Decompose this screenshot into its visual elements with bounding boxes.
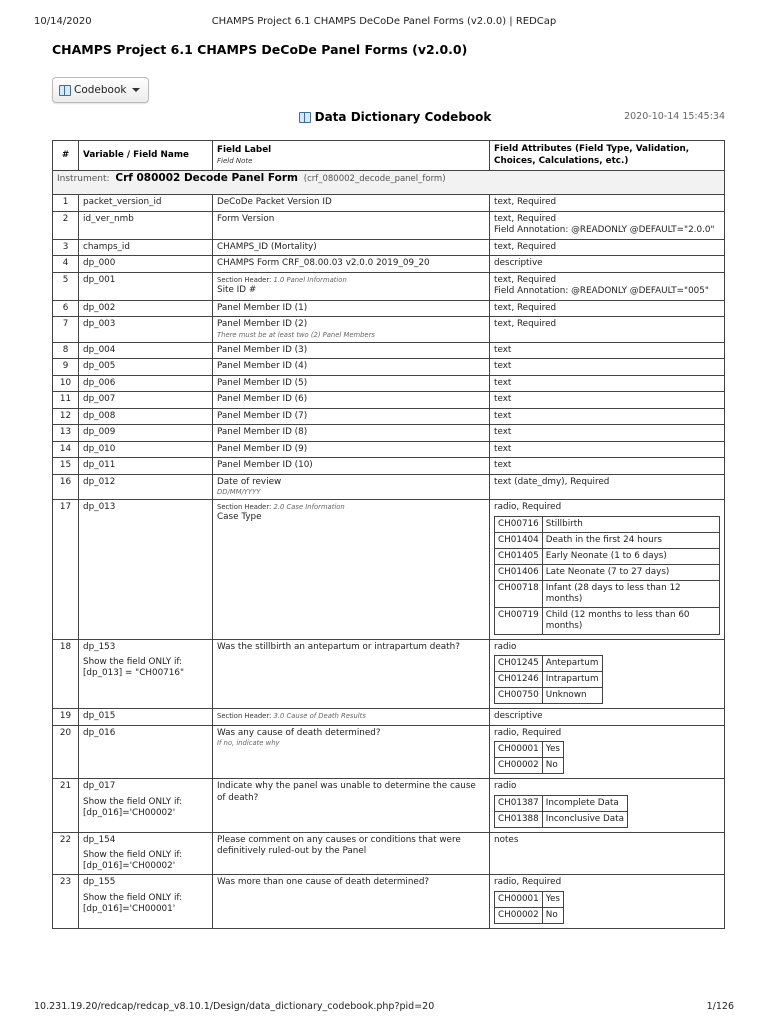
field-label-cell [213, 474, 490, 500]
field-label-cell [213, 408, 490, 425]
project-title: CHAMPS Project 6.1 CHAMPS DeCoDe Panel Forms (v2.0.0) [52, 42, 468, 57]
field-label-cell [213, 425, 490, 442]
variable-name: dp_006 [83, 377, 116, 388]
column-header-field-label [213, 141, 490, 171]
row-number: 13 [53, 425, 79, 442]
field-type: radio, Required [494, 877, 562, 887]
field-label: Please comment on any causes or conditions that were definitively ruled-out by the Panel [217, 834, 461, 856]
table-header-row [53, 141, 725, 171]
field-label-cell [213, 239, 490, 256]
row-number: 20 [53, 725, 79, 779]
field-label-cell [213, 392, 490, 409]
choice-row [495, 811, 628, 827]
variable-name: dp_005 [83, 361, 116, 371]
variable-name: dp_010 [83, 443, 116, 454]
field-label: Was any cause of death determined? [217, 727, 381, 738]
choice-label: Late Neonate (7 to 27 days) [542, 564, 719, 580]
section-header [217, 275, 485, 285]
branching-logic: Show the field ONLY if: [dp_016]='CH00002' [83, 796, 183, 818]
field-type: radio, Required [494, 502, 562, 512]
choice-row [495, 742, 564, 758]
variable-name: dp_001 [83, 274, 116, 285]
row-number: 15 [53, 458, 79, 475]
variable-name: dp_012 [83, 476, 116, 487]
table-row [53, 709, 725, 726]
field-label-cell [213, 441, 490, 458]
choice-label: Antepartum [542, 656, 602, 672]
choice-code: CH01406 [495, 564, 543, 580]
variable-cell [79, 300, 213, 317]
variable-cell [79, 779, 213, 833]
field-label: Panel Member ID (10) [217, 460, 313, 470]
field-label: Case Type [217, 512, 262, 522]
field-label-cell [213, 375, 490, 392]
table-row [53, 832, 725, 875]
choice-label: Stillbirth [542, 516, 719, 532]
choice-code: CH01245 [495, 656, 543, 672]
choice-code: CH00002 [495, 758, 543, 774]
field-type: descriptive [494, 258, 543, 268]
variable-cell [79, 272, 213, 300]
row-number: 22 [53, 832, 79, 875]
field-annotation: Field Annotation: @READONLY @DEFAULT="005" [494, 286, 709, 296]
variable-cell [79, 832, 213, 875]
variable-name: dp_017 [83, 781, 116, 791]
choice-code: CH01387 [495, 795, 543, 811]
row-number: 1 [53, 195, 79, 212]
branching-logic: Show the field ONLY if: [dp_016]='CH00001' [83, 892, 183, 914]
row-number: 2 [53, 211, 79, 239]
variable-cell [79, 458, 213, 475]
field-attributes-cell [490, 342, 725, 359]
field-label-cell [213, 832, 490, 875]
field-note: There must be at least two (2) Panel Members [217, 330, 375, 339]
row-number: 16 [53, 474, 79, 500]
variable-cell [79, 256, 213, 273]
variable-name: dp_011 [83, 460, 116, 470]
row-number: 3 [53, 239, 79, 256]
variable-name: dp_154 [83, 834, 116, 845]
section-header-title: 3.0 Cause of Death Results [273, 712, 366, 720]
field-label: Panel Member ID (5) [217, 377, 308, 388]
choice-label: No [542, 907, 563, 923]
field-type: radio [494, 781, 517, 791]
field-attributes-cell [490, 458, 725, 475]
print-page-title: CHAMPS Project 6.1 CHAMPS DeCoDe Panel Forms (v2.0.0) | REDCap [211, 16, 557, 27]
choice-row [495, 656, 603, 672]
choices-table [494, 516, 720, 635]
table-row [53, 639, 725, 709]
variable-name: dp_155 [83, 877, 116, 887]
row-number: 9 [53, 359, 79, 376]
field-attributes-cell [490, 779, 725, 833]
variable-cell [79, 239, 213, 256]
field-label-cell [213, 342, 490, 359]
field-label: Form Version [217, 213, 275, 224]
row-number: 8 [53, 342, 79, 359]
column-header-number: # [53, 141, 79, 171]
field-label-cell [213, 709, 490, 726]
variable-cell [79, 425, 213, 442]
table-row [53, 408, 725, 425]
field-label: Panel Member ID (8) [217, 427, 308, 437]
table-row [53, 256, 725, 273]
field-label-cell [213, 779, 490, 833]
field-type: text, Required [494, 197, 557, 207]
choice-label: Yes [542, 891, 563, 907]
field-type: text [494, 394, 512, 404]
instrument-name: Crf 080002 Decode Panel Form [115, 172, 298, 184]
row-number: 11 [53, 392, 79, 409]
variable-cell [79, 500, 213, 640]
field-label-cell [213, 359, 490, 376]
codebook-table [52, 140, 725, 929]
choice-label: Intrapartum [542, 672, 602, 688]
choice-label: Death in the first 24 hours [542, 532, 719, 548]
row-number: 5 [53, 272, 79, 300]
table-row [53, 425, 725, 442]
table-row [53, 441, 725, 458]
choice-label: Unknown [542, 688, 602, 704]
field-attributes-cell [490, 474, 725, 500]
field-label-cell [213, 500, 490, 640]
table-row [53, 725, 725, 779]
field-annotation: Field Annotation: @READONLY @DEFAULT="2.0.0" [494, 225, 715, 235]
variable-cell [79, 359, 213, 376]
field-type: text, Required [494, 213, 557, 224]
variable-name: dp_000 [83, 258, 116, 268]
variable-cell [79, 211, 213, 239]
variable-name: id_ver_nmb [83, 213, 134, 224]
choice-code: CH00001 [495, 742, 543, 758]
field-attributes-cell [490, 392, 725, 409]
variable-cell [79, 375, 213, 392]
field-label-cell [213, 272, 490, 300]
codebook-dropdown-button[interactable] [52, 77, 149, 103]
field-label: DeCoDe Packet Version ID [217, 197, 332, 207]
row-number: 7 [53, 317, 79, 343]
field-label: CHAMPS Form CRF_08.00.03 v2.0.0 2019_09_20 [217, 258, 430, 268]
field-label: Panel Member ID (7) [217, 410, 308, 421]
field-label-cell [213, 317, 490, 343]
field-attributes-cell [490, 256, 725, 273]
field-label: Panel Member ID (3) [217, 344, 308, 355]
choice-row [495, 758, 564, 774]
row-number: 10 [53, 375, 79, 392]
choices-table [494, 741, 564, 774]
variable-name: dp_002 [83, 302, 116, 313]
field-label: Panel Member ID (4) [217, 361, 308, 371]
field-type: text [494, 361, 512, 371]
choice-label: Child (12 months to less than 60 months) [542, 607, 719, 634]
field-note-header-text: Field Note [217, 156, 253, 165]
variable-name: dp_008 [83, 410, 116, 421]
variable-cell [79, 725, 213, 779]
choice-row [495, 907, 564, 923]
choice-code: CH00002 [495, 907, 543, 923]
variable-cell [79, 195, 213, 212]
row-number: 19 [53, 709, 79, 726]
choice-row [495, 607, 720, 634]
section-header [217, 502, 485, 512]
row-number: 6 [53, 300, 79, 317]
table-row [53, 195, 725, 212]
choice-label: Infant (28 days to less than 12 months) [542, 580, 719, 607]
choice-label: Inconclusive Data [542, 811, 627, 827]
field-note: If no, indicate why [217, 739, 280, 747]
variable-cell [79, 342, 213, 359]
field-type: text [494, 377, 512, 388]
choice-row [495, 688, 603, 704]
row-number: 17 [53, 500, 79, 640]
table-row [53, 392, 725, 409]
field-label: Panel Member ID (9) [217, 443, 308, 454]
choice-code: CH00716 [495, 516, 543, 532]
field-type: text [494, 344, 512, 355]
row-number: 12 [53, 408, 79, 425]
choice-code: CH01405 [495, 548, 543, 564]
instrument-cell [53, 171, 725, 195]
instrument-variable: (crf_080002_decode_panel_form) [303, 174, 446, 184]
field-label: Was more than one cause of death determined? [217, 877, 430, 887]
choice-label: Incomplete Data [542, 795, 627, 811]
choice-label: No [542, 758, 563, 774]
variable-cell [79, 474, 213, 500]
choice-row [495, 891, 564, 907]
choice-code: CH01404 [495, 532, 543, 548]
page-number: 1/126 [706, 1001, 734, 1012]
choice-code: CH00001 [495, 891, 543, 907]
field-label: Panel Member ID (2) [217, 319, 308, 329]
variable-name: dp_007 [83, 394, 116, 404]
choice-row [495, 548, 720, 564]
choice-row [495, 532, 720, 548]
book-icon [299, 112, 311, 122]
field-label: Panel Member ID (1) [217, 302, 308, 313]
field-label-cell [213, 300, 490, 317]
field-label-cell [213, 195, 490, 212]
table-row [53, 317, 725, 343]
field-attributes-cell [490, 441, 725, 458]
choices-table [494, 795, 628, 828]
table-row [53, 359, 725, 376]
field-type: radio [494, 641, 517, 652]
field-label: Date of review [217, 476, 282, 487]
section-header-title: 2.0 Case Information [273, 503, 345, 511]
field-label-cell [213, 256, 490, 273]
choice-row [495, 564, 720, 580]
field-type: text [494, 410, 512, 421]
variable-cell [79, 317, 213, 343]
instrument-row [53, 171, 725, 195]
variable-name: dp_004 [83, 344, 116, 355]
table-row [53, 239, 725, 256]
codebook-button-label: Codebook [74, 84, 127, 96]
variable-name: dp_003 [83, 319, 116, 329]
table-row [53, 779, 725, 833]
section-header [217, 711, 485, 721]
row-number: 21 [53, 779, 79, 833]
field-label-cell [213, 639, 490, 709]
section-header-prefix: Section Header: [217, 275, 272, 284]
choice-row [495, 516, 720, 532]
field-attributes-cell [490, 425, 725, 442]
field-type: text, Required [494, 274, 557, 285]
print-url: 10.231.19.20/redcap/redcap_v8.10.1/Design/data_dictionary_codebook.php?pid=20 [34, 1001, 435, 1012]
choices-table [494, 891, 564, 924]
variable-cell [79, 875, 213, 929]
column-header-field-attributes: Field Attributes (Field Type, Validation, Choices, Calculations, etc.) [490, 141, 725, 171]
field-attributes-cell [490, 195, 725, 212]
row-number: 4 [53, 256, 79, 273]
field-label-header-text: Field Label [217, 145, 272, 156]
field-label: Was the stillbirth an antepartum or intrapartum death? [217, 641, 460, 652]
choice-code: CH00718 [495, 580, 543, 607]
instrument-prefix: Instrument: [57, 174, 110, 184]
branching-logic: Show the field ONLY if: [dp_016]='CH00002' [83, 850, 183, 871]
section-header-prefix: Section Header: [217, 503, 272, 511]
choice-code: CH01388 [495, 811, 543, 827]
field-attributes-cell [490, 375, 725, 392]
field-attributes-cell [490, 875, 725, 929]
field-attributes-cell [490, 300, 725, 317]
field-attributes-cell [490, 709, 725, 726]
table-row [53, 474, 725, 500]
field-type: text (date_dmy), Required [494, 476, 610, 487]
choice-row [495, 672, 603, 688]
field-type: descriptive [494, 711, 543, 721]
field-attributes-cell [490, 359, 725, 376]
table-row [53, 211, 725, 239]
data-dictionary-heading-label: Data Dictionary Codebook [314, 110, 492, 124]
field-attributes-cell [490, 272, 725, 300]
field-attributes-cell [490, 239, 725, 256]
variable-name: dp_153 [83, 641, 116, 652]
row-number: 18 [53, 639, 79, 709]
field-attributes-cell [490, 500, 725, 640]
field-label-cell [213, 211, 490, 239]
field-type: text, Required [494, 241, 557, 252]
field-label-cell [213, 875, 490, 929]
field-attributes-cell [490, 211, 725, 239]
caret-down-icon [132, 88, 140, 92]
field-attributes-cell [490, 725, 725, 779]
field-type: text, Required [494, 319, 557, 329]
print-date: 10/14/2020 [34, 16, 92, 27]
book-icon [59, 85, 71, 95]
variable-name: packet_version_id [83, 197, 162, 207]
field-attributes-cell [490, 832, 725, 875]
row-number: 23 [53, 875, 79, 929]
row-number: 14 [53, 441, 79, 458]
variable-cell [79, 408, 213, 425]
choice-label: Yes [542, 742, 563, 758]
field-type: text [494, 427, 512, 437]
choice-code: CH00750 [495, 688, 543, 704]
field-type: radio, Required [494, 727, 562, 738]
field-attributes-cell [490, 639, 725, 709]
table-row [53, 300, 725, 317]
choices-table [494, 655, 603, 704]
field-attributes-cell [490, 408, 725, 425]
table-row [53, 272, 725, 300]
field-label: Panel Member ID (6) [217, 394, 308, 404]
field-label-cell [213, 458, 490, 475]
section-header-title: 1.0 Panel Information [273, 275, 347, 284]
variable-name: dp_016 [83, 727, 116, 738]
choice-label: Early Neonate (1 to 6 days) [542, 548, 719, 564]
variable-cell [79, 709, 213, 726]
table-row [53, 342, 725, 359]
field-type: text [494, 443, 512, 454]
choice-code: CH00719 [495, 607, 543, 634]
codebook-timestamp: 2020-10-14 15:45:34 [624, 111, 725, 122]
choice-code: CH01246 [495, 672, 543, 688]
variable-name: dp_013 [83, 502, 116, 512]
table-row [53, 375, 725, 392]
variable-name: dp_015 [83, 711, 116, 721]
branching-logic: Show the field ONLY if: [dp_013] = "CH00716" [83, 657, 185, 678]
variable-cell [79, 392, 213, 409]
variable-cell [79, 639, 213, 709]
choice-row [495, 580, 720, 607]
table-row [53, 875, 725, 929]
variable-cell [79, 441, 213, 458]
section-header-prefix: Section Header: [217, 712, 272, 720]
variable-name: champs_id [83, 241, 130, 252]
table-row [53, 500, 725, 640]
field-type: text, Required [494, 302, 557, 313]
field-label: Indicate why the panel was unable to determine the cause of death? [217, 781, 476, 803]
field-label: Site ID # [217, 284, 257, 295]
field-attributes-cell [490, 317, 725, 343]
choice-row [495, 795, 628, 811]
field-label-cell [213, 725, 490, 779]
column-header-variable: Variable / Field Name [79, 141, 213, 171]
field-note: DD/MM/YYYY [217, 488, 261, 496]
table-row [53, 458, 725, 475]
field-type: text [494, 460, 512, 470]
variable-name: dp_009 [83, 427, 116, 437]
field-label: CHAMPS_ID (Mortality) [217, 241, 317, 252]
field-type: notes [494, 834, 519, 845]
